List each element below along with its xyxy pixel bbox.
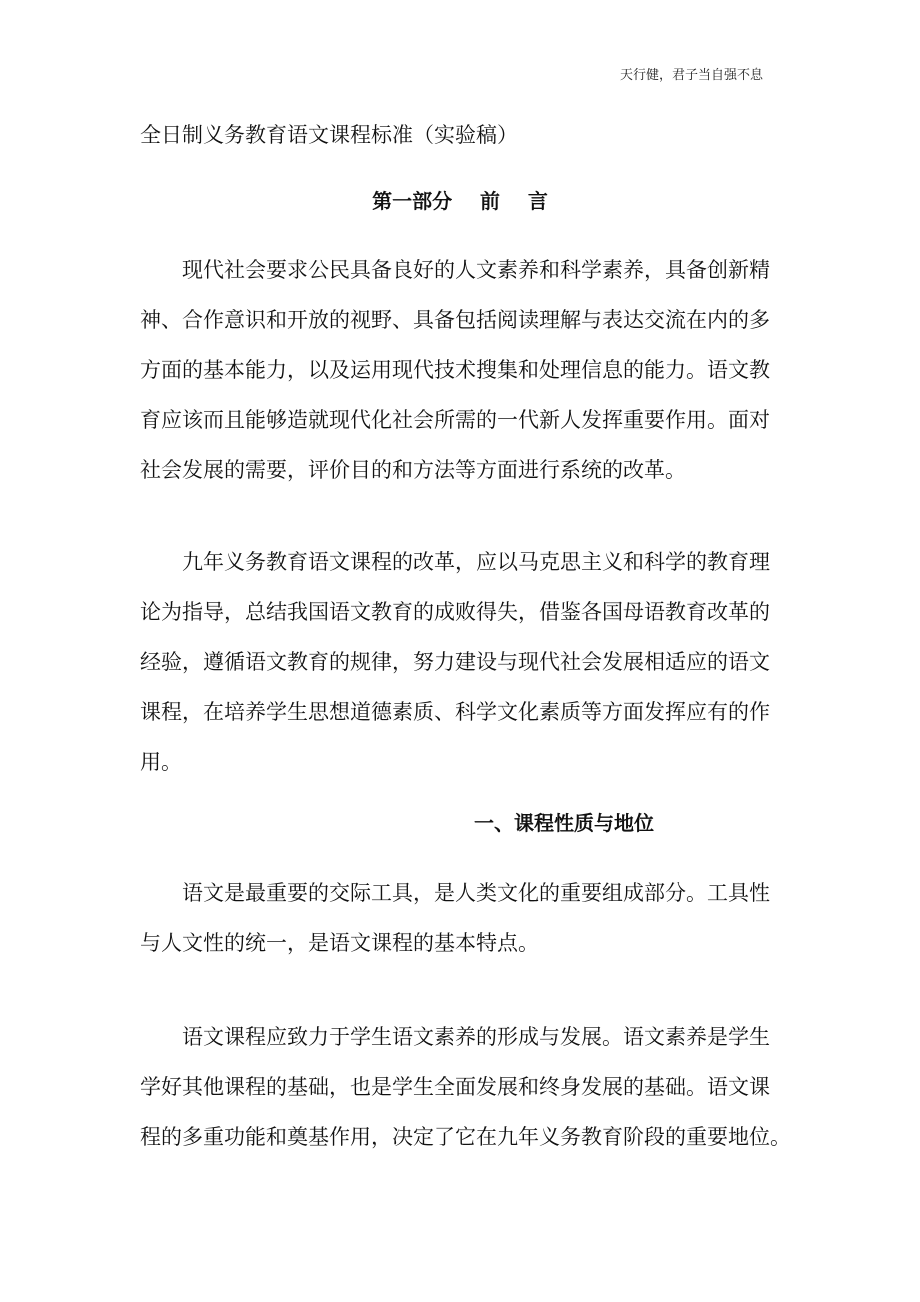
paragraph-line: 经验，遵循语文教育的规律，努力建设与现代社会发展相适应的语文 [140,650,770,674]
paragraph-line: 语文是最重要的交际工具，是人类文化的重要组成部分。工具性 [182,881,770,905]
paragraph-line: 课程，在培养学生思想道德素质、科学文化素质等方面发挥应有的作 [140,700,770,724]
paragraph-line: 方面的基本能力，以及运用现代技术搜集和处理信息的能力。语文教 [140,358,770,382]
paragraph-line: 论为指导，总结我国语文教育的成败得失，借鉴各国母语教育改革的 [140,600,770,624]
paragraph-line: 九年义务教育语文课程的改革，应以马克思主义和科学的教育理 [182,550,770,574]
paragraph-line: 神、合作意识和开放的视野、具备包括阅读理解与表达交流在内的多 [140,308,770,332]
paragraph-status [140,1012,790,1162]
paragraph-line: 与人文性的统一，是语文课程的基本特点。 [140,931,539,955]
paragraph-line: 育应该而且能够造就现代化社会所需的一代新人发挥重要作用。面对 [140,408,770,432]
paragraph-nature [140,868,790,968]
paragraph-line: 用。 [140,750,182,774]
paragraph-reform [140,537,790,787]
paragraph-line: 语文课程应致力于学生语文素养的形成与发展。语文素养是学生 [182,1025,770,1049]
paragraph-line: 程的多重功能和奠基作用，决定了它在九年义务教育阶段的重要地位。 [140,1125,791,1149]
section-heading: 一、课程性质与地位 [474,811,654,835]
part-heading: 第一部分 前 言 [372,189,548,213]
paragraph-intro [140,245,790,495]
header-motto: 天行健，君子当自强不息 [620,68,764,83]
paragraph-line: 学好其他课程的基础，也是学生全面发展和终身发展的基础。语文课 [140,1075,770,1099]
paragraph-line: 现代社会要求公民具备良好的人文素养和科学素养，具备创新精 [182,258,770,282]
paragraph-line: 社会发展的需要，评价目的和方法等方面进行系统的改革。 [140,458,686,482]
document-title: 全日制义务教育语文课程标准（实验稿） [140,123,518,147]
